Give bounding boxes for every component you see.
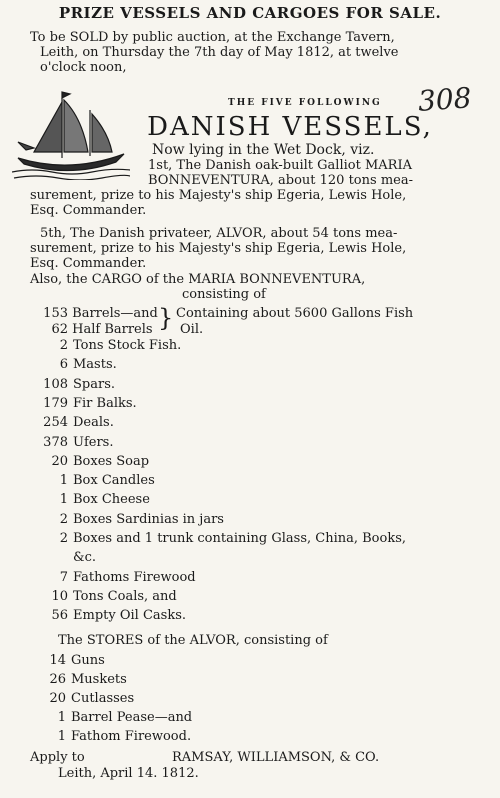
item-desc: Cutlasses (71, 691, 135, 706)
list-item (30, 570, 196, 586)
intro-line: Leith, on Thursday the 7th day of May 1812, at twelve (40, 45, 399, 60)
item-qty: 2 (59, 531, 68, 546)
handwritten-number: 308 (416, 81, 473, 118)
cargo-line: consisting of (182, 287, 266, 302)
item-desc: Ufers. (73, 434, 114, 450)
item-desc: Box Cheese (73, 492, 150, 508)
item-desc: Boxes Soap (73, 453, 150, 469)
item-qty: 7 (59, 569, 68, 585)
item-desc: Fathom Firewood. (71, 729, 192, 744)
cargo-line: Also, the CARGO of the MARIA BONNEVENTURA, (30, 272, 366, 287)
item-qty: 108 (43, 376, 68, 392)
item-desc: Masts. (73, 357, 117, 373)
apply-line (30, 750, 85, 765)
item-qty: 10 (51, 588, 68, 604)
list-item (30, 729, 191, 745)
stores-intro: The STORES of the ALVOR, consisting of (58, 633, 328, 648)
item-qty: 1 (57, 710, 66, 725)
item-qty: 179 (43, 395, 68, 411)
item-desc: Boxes and 1 trunk containing Glass, China, Books, (73, 531, 407, 546)
list-item (30, 415, 114, 431)
vessel-1-continued (30, 188, 406, 218)
item-qty: 26 (49, 672, 66, 687)
list-item (30, 672, 127, 688)
list-item (30, 608, 186, 624)
cargo-brace-text: Oil. (180, 322, 204, 337)
item-desc: Empty Oil Casks. (73, 608, 186, 624)
cargo-brace-line (30, 322, 153, 338)
item-desc: Muskets (71, 672, 127, 687)
item-desc: Deals. (73, 415, 114, 431)
intro-line: To be SOLD by public auction, at the Exchange Tavern, (30, 30, 395, 45)
item-desc: Tons Stock Fish. (73, 338, 182, 353)
item-qty: 1 (59, 473, 68, 489)
list-item (30, 550, 96, 566)
list-item (30, 473, 155, 489)
item-desc: Tons Coals, and (73, 588, 177, 604)
item-qty: 254 (43, 415, 68, 431)
cargo-item: Half Barrels (72, 322, 153, 337)
intro-paragraph (30, 30, 492, 75)
item-desc: Guns (71, 653, 105, 668)
item-qty: 56 (51, 608, 68, 624)
list-item (30, 531, 406, 547)
list-item (30, 653, 105, 669)
list-item (30, 691, 134, 707)
item-qty: 2 (59, 511, 68, 527)
item-desc: Fir Balks. (73, 395, 137, 411)
vessel-line: surement, prize to his Majesty's ship Egeria, Lewis Hole, (30, 241, 407, 256)
item-qty: 1 (59, 492, 68, 508)
vessel-line: surement, prize to his Majesty's ship Egeria, Lewis Hole, (30, 188, 407, 203)
list-item (30, 396, 137, 412)
vessel-1-description (148, 158, 413, 188)
item-qty: 14 (49, 653, 66, 668)
cargo-intro (30, 272, 365, 302)
item-desc: Barrel Pease—and (71, 710, 193, 725)
item-desc: Spars. (73, 376, 115, 392)
list-item (30, 435, 113, 451)
date-line: Leith, April 14. 1812. (58, 766, 199, 781)
item-qty: 1 (57, 729, 66, 744)
vessel-5-description (30, 226, 406, 271)
apply-to: Apply to (30, 750, 85, 765)
list-item (30, 512, 224, 528)
item-desc: Fathoms Firewood (73, 569, 196, 585)
vessel-line: Esq. Commander. (30, 256, 147, 271)
list-item (30, 454, 149, 470)
item-desc: Box Candles (73, 473, 155, 489)
lying-line: Now lying in the Wet Dock, viz. (152, 142, 375, 158)
item-qty: 20 (51, 453, 68, 469)
cargo-brace-line (30, 306, 158, 322)
list-item (30, 589, 177, 605)
list-item (30, 338, 181, 354)
cargo-qty: 62 (51, 322, 68, 337)
item-desc: Boxes Sardinias in jars (73, 511, 224, 527)
item-desc: &c. (73, 550, 96, 566)
vessel-line: 1st, The Danish oak-built Galliot MARIA (148, 158, 412, 173)
list-item (30, 710, 192, 726)
cargo-qty: 153 (43, 306, 68, 321)
vessels-title: DANISH VESSELS, (147, 112, 433, 142)
item-qty: 378 (43, 434, 68, 450)
vessel-line: BONNEVENTURA, about 120 tons mea- (148, 173, 413, 188)
item-qty: 2 (59, 338, 68, 353)
item-qty: 6 (59, 357, 68, 373)
list-item (30, 357, 117, 373)
intro-line: o'clock noon, (40, 60, 127, 75)
brace-glyph: } (158, 304, 174, 332)
list-item (30, 492, 150, 508)
ship-woodcut-icon (12, 88, 130, 180)
list-item (30, 377, 115, 393)
cargo-brace-text: Containing about 5600 Gallons Fish (176, 306, 414, 321)
five-following: THE FIVE FOLLOWING (228, 98, 382, 108)
vessel-line: 5th, The Danish privateer, ALVOR, about 54 tons mea- (40, 226, 398, 241)
cargo-item: Barrels—and (72, 306, 158, 321)
vessel-line: Esq. Commander. (30, 203, 147, 218)
agents-name: RAMSAY, WILLIAMSON, & CO. (172, 750, 380, 765)
item-qty: 20 (49, 691, 66, 706)
notice-heading: PRIZE VESSELS AND CARGOES FOR SALE. (58, 4, 442, 22)
